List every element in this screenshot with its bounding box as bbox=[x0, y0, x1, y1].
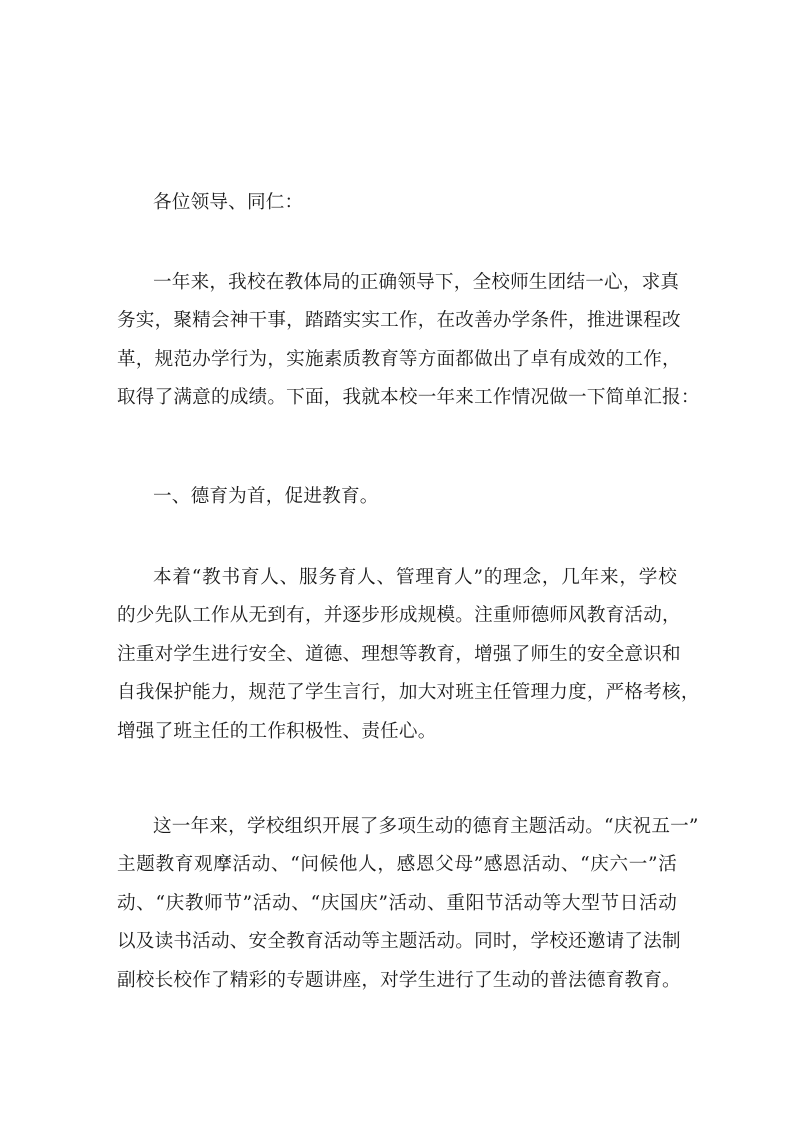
paragraph-3-line-3: 动、“庆教师节”活动、“庆国庆”活动、重阳节活动等大型节日活动 bbox=[117, 893, 677, 914]
section-heading: 一、德育为首，促进教育。 bbox=[153, 486, 379, 507]
paragraph-3-line-1: 这一年来，学校组织开展了多项生动的德育主题活动。“庆祝五一” bbox=[153, 816, 699, 837]
paragraph-2-line-1: 本着“教书育人、服务育人、管理育人”的理念，几年来，学校 bbox=[153, 567, 677, 588]
paragraph-2-line-3: 注重对学生进行安全、道德、理想等教育，增强了师生的安全意识和 bbox=[117, 644, 681, 665]
paragraph-2-line-2: 的少先队工作从无到有，并逐步形成规模。注重师德师风教育活动， bbox=[117, 605, 681, 626]
paragraph-1-line-4: 取得了满意的成绩。下面，我就本校一年来工作情况做一下简单汇报： bbox=[117, 387, 700, 408]
paragraph-2-line-4: 自我保护能力，规范了学生言行，加大对班主任管理力度，严格考核， bbox=[117, 682, 700, 703]
paragraph-3-line-5: 副校长校作了精彩的专题讲座，对学生进行了生动的普法德育教育。 bbox=[117, 970, 681, 991]
paragraph-1-line-3: 革，规范办学行为，实施素质教育等方面都做出了卓有成效的工作， bbox=[117, 349, 681, 370]
paragraph-1-line-1: 一年来，我校在教体局的正确领导下，全校师生团结一心，求真 bbox=[153, 272, 680, 293]
salutation: 各位领导、同仁： bbox=[153, 192, 304, 213]
paragraph-1-line-2: 务实，聚精会神干事，踏踏实实工作，在改善办学条件，推进课程改 bbox=[117, 310, 681, 331]
paragraph-2-line-5: 增强了班主任的工作积极性、责任心。 bbox=[117, 721, 437, 742]
paragraph-3-line-2: 主题教育观摩活动、“问候他人，感恩父母”感恩活动、“庆六一”活 bbox=[117, 854, 677, 875]
paragraph-3-line-4: 以及读书活动、安全教育活动等主题活动。同时，学校还邀请了法制 bbox=[117, 931, 681, 952]
